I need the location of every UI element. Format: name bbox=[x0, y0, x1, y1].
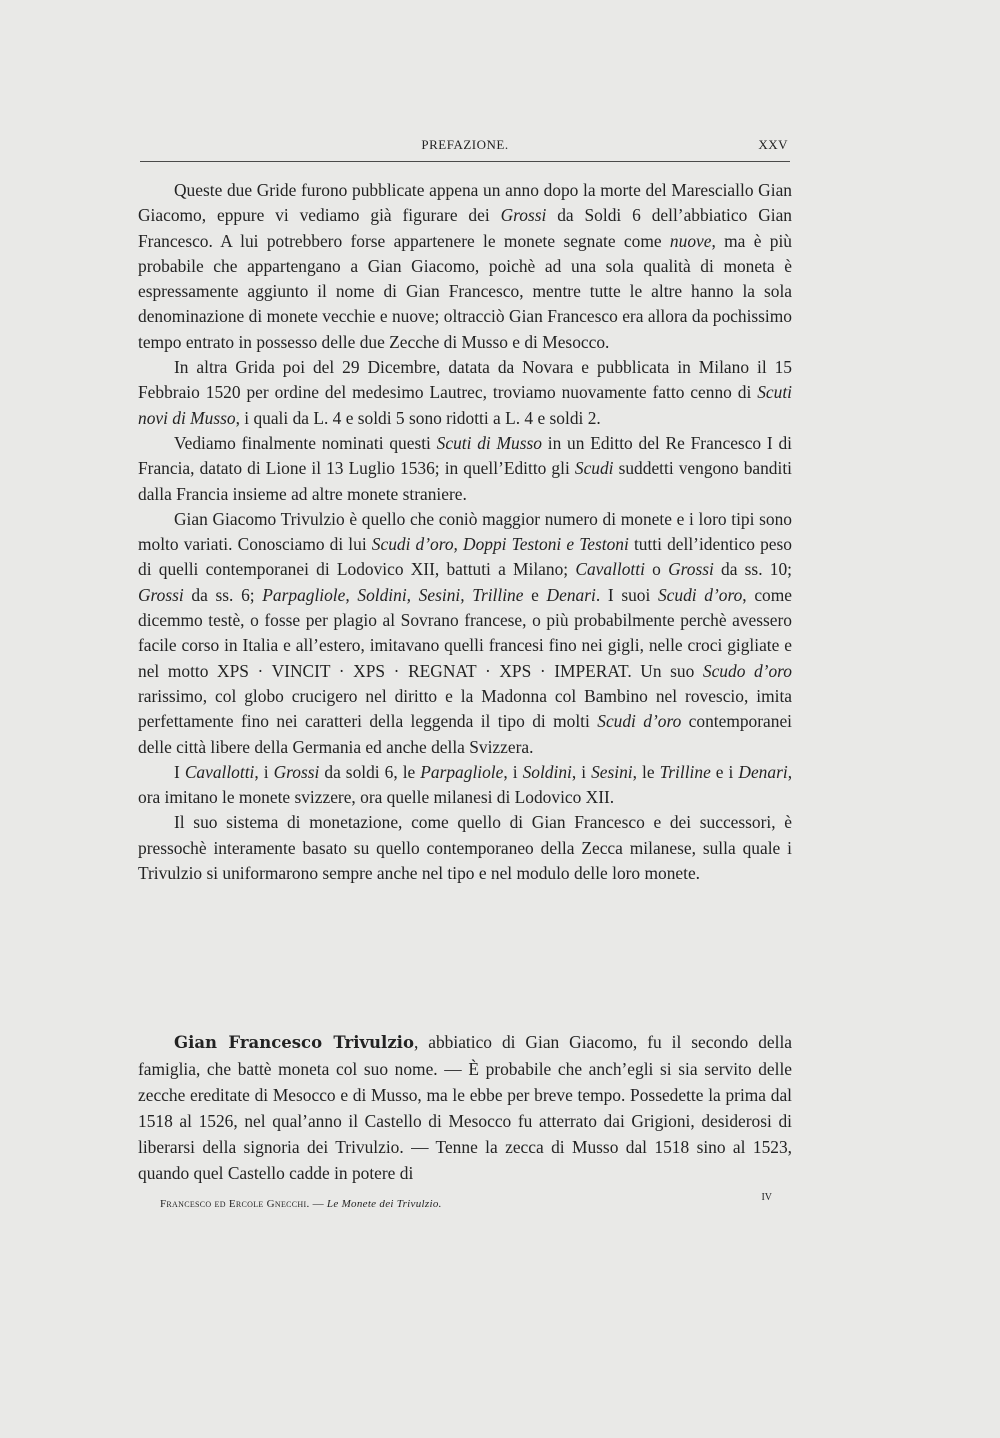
footer-book-title: Le Monete dei Trivulzio. bbox=[326, 1198, 442, 1210]
italic-term: Grossi bbox=[138, 584, 184, 605]
italic-term: Grossi bbox=[500, 205, 547, 226]
italic-term: Cavallotti bbox=[184, 761, 255, 782]
text-run: contemporanei delle città libere della Germania ed anche della Svizzera. bbox=[138, 711, 793, 757]
italic-term: Scuti novi di Musso bbox=[138, 382, 792, 428]
italic-term: Scudi d’oro bbox=[597, 711, 682, 732]
italic-term: Grossi bbox=[273, 761, 320, 782]
text-run: Gian Giacomo Trivulzio è quello che coniò maggior numero di monete e i loro tipi sono molto variati. Conosciamo di lui bbox=[138, 508, 792, 555]
italic-term: Scudo d’oro bbox=[702, 660, 792, 681]
running-title: PREFAZIONE. bbox=[421, 137, 509, 152]
italic-term: Scuti di Musso bbox=[436, 432, 542, 453]
text-run: In altra Grida poi del 29 Dicembre, datata da Novara e pubblicata in Milano il 15 Febbraio 1520 per ordine del medesimo Lautrec, troviamo nuovamente fatto cenno di bbox=[138, 357, 792, 403]
body-text bbox=[138, 178, 792, 886]
italic-term: Scudi d’oro, Doppi Testoni e Testoni bbox=[371, 534, 629, 555]
text-run: I bbox=[174, 761, 185, 782]
text-run: da soldi 6, le bbox=[319, 761, 421, 782]
paragraph bbox=[138, 355, 792, 431]
paragraph bbox=[138, 431, 792, 507]
italic-term: nuove bbox=[669, 230, 712, 251]
italic-term: Scudi bbox=[574, 458, 614, 479]
section-heading: Gian Francesco Trivulzio bbox=[174, 1033, 414, 1052]
text-run: tutti dell’identico peso di quelli contemporanei di Lodovico XII, battuti a Milano; bbox=[138, 534, 792, 580]
section-paragraph bbox=[138, 1029, 792, 1186]
page-header bbox=[140, 134, 790, 156]
text-run: , ma è più probabile che appartengano a Gian Giacomo, poichè ad una sola qualità di moneta è espressamente aggiunto il nome di Gian Francesco, mentre tutte le altre hanno la sola denominazione di monete vecchie e nuove; oltracciò Gian Francesco era allora da pochissimo tempo entrato in possesso delle due Zecche di Musso e di Mesocco. bbox=[138, 230, 792, 352]
text-run: , ora imitano le monete svizzere, ora quelle milanesi di Lodovico XII. bbox=[138, 761, 793, 808]
italic-term: Grossi bbox=[668, 559, 714, 580]
text-run: , come dicemmo testè, o fosse per plagio al Sovrano francese, o più probabilmente perchè avessero facile corso in Italia e all’estero, imitavano quelli francesi fino nei gigli, nelle croci gigliate e nel motto XPS · VINCIT · XPS · REGNAT · XPS · IMPERAT. Un suo bbox=[138, 584, 792, 681]
page-number: XXV bbox=[758, 137, 788, 152]
italic-term: Soldini bbox=[522, 761, 572, 782]
text-run: , i bbox=[571, 761, 592, 782]
paragraph bbox=[138, 760, 792, 811]
italic-term: Scudi d’oro bbox=[657, 584, 743, 605]
text-run: o bbox=[644, 559, 669, 580]
italic-term: Parpagliole bbox=[420, 761, 504, 782]
italic-term: Denari bbox=[738, 761, 788, 782]
text-run: , le bbox=[632, 761, 660, 782]
italic-term: Cavallotti bbox=[575, 559, 645, 580]
italic-term: Sesini bbox=[591, 761, 633, 782]
italic-term: Denari bbox=[546, 584, 596, 605]
paragraph bbox=[138, 507, 792, 760]
text-run: da ss. 6; bbox=[183, 584, 263, 605]
footer-authors: Francesco ed Ercole Gnecchi. — bbox=[160, 1198, 327, 1210]
italic-term: Trilline bbox=[659, 761, 711, 782]
text-run: e bbox=[523, 584, 547, 605]
text-run: Queste due Gride furono pubblicate appena un anno dopo la morte del Maresciallo Gian Giacomo, eppure vi vediamo già figurare dei bbox=[138, 180, 792, 226]
section-text: , abbiatico di Gian Giacomo, fu il secondo della famiglia, che battè moneta col suo nome. — È probabile che anch’egli si sia servito delle zecche ereditate di Mesocco e di Musso, ma le ebbe per breve tempo. Possedette la prima dal 1518 al 1526, nel qual’anno il Castello di Mesocco fu atterrato dai Grigioni, desiderosi di liberarsi della signoria dei Trivulzio. — Tenne la zecca di Musso dal 1518 sino al 1523, quando quel Castello cadde in potere di bbox=[138, 1032, 792, 1183]
paragraph bbox=[138, 810, 792, 886]
text-run: da Soldi 6 dell’abbiatico Gian Francesco. A lui potrebbero forse appartenere le monete segnate come bbox=[138, 205, 792, 251]
text-run: , i bbox=[503, 761, 523, 782]
paragraph bbox=[138, 178, 792, 355]
header-rule bbox=[140, 161, 790, 162]
text-run: Il suo sistema di monetazione, come quello di Gian Francesco e dei successori, è pressochè interamente basato su quello contemporaneo della Zecca milanese, sulla quale i Trivulzio si uniformarono sempre anche nel tipo e nel modulo delle loro monete. bbox=[138, 812, 792, 884]
text-run: , i quali da L. 4 e soldi 5 sono ridotti a L. 4 e soldi 2. bbox=[235, 407, 601, 428]
signature-mark: IV bbox=[761, 1192, 772, 1203]
text-run: , i bbox=[254, 761, 274, 782]
text-run: in un Editto del Re Francesco I di Francia, datato di Lione il 13 Luglio 1536; in quell’Editto gli bbox=[138, 432, 792, 479]
text-run: Vediamo finalmente nominati questi bbox=[174, 432, 437, 453]
page-footer bbox=[160, 1192, 772, 1216]
italic-term: Parpagliole, Soldini, Sesini, Trilline bbox=[262, 584, 524, 605]
text-run: rarissimo, col globo crucigero nel diritto e la Madonna col Bambino nel rovescio, imita perfettamente fino nei caratteri della leggenda il tipo di molti bbox=[138, 685, 792, 732]
text-run: e i bbox=[710, 761, 739, 782]
text-run: . I suoi bbox=[595, 584, 658, 605]
section-gian-francesco bbox=[138, 1029, 792, 1186]
footer-citation bbox=[160, 1198, 442, 1210]
text-run: suddetti vengono banditi dalla Francia insieme ad altre monete straniere. bbox=[138, 458, 792, 504]
text-run: da ss. 10; bbox=[713, 559, 792, 580]
